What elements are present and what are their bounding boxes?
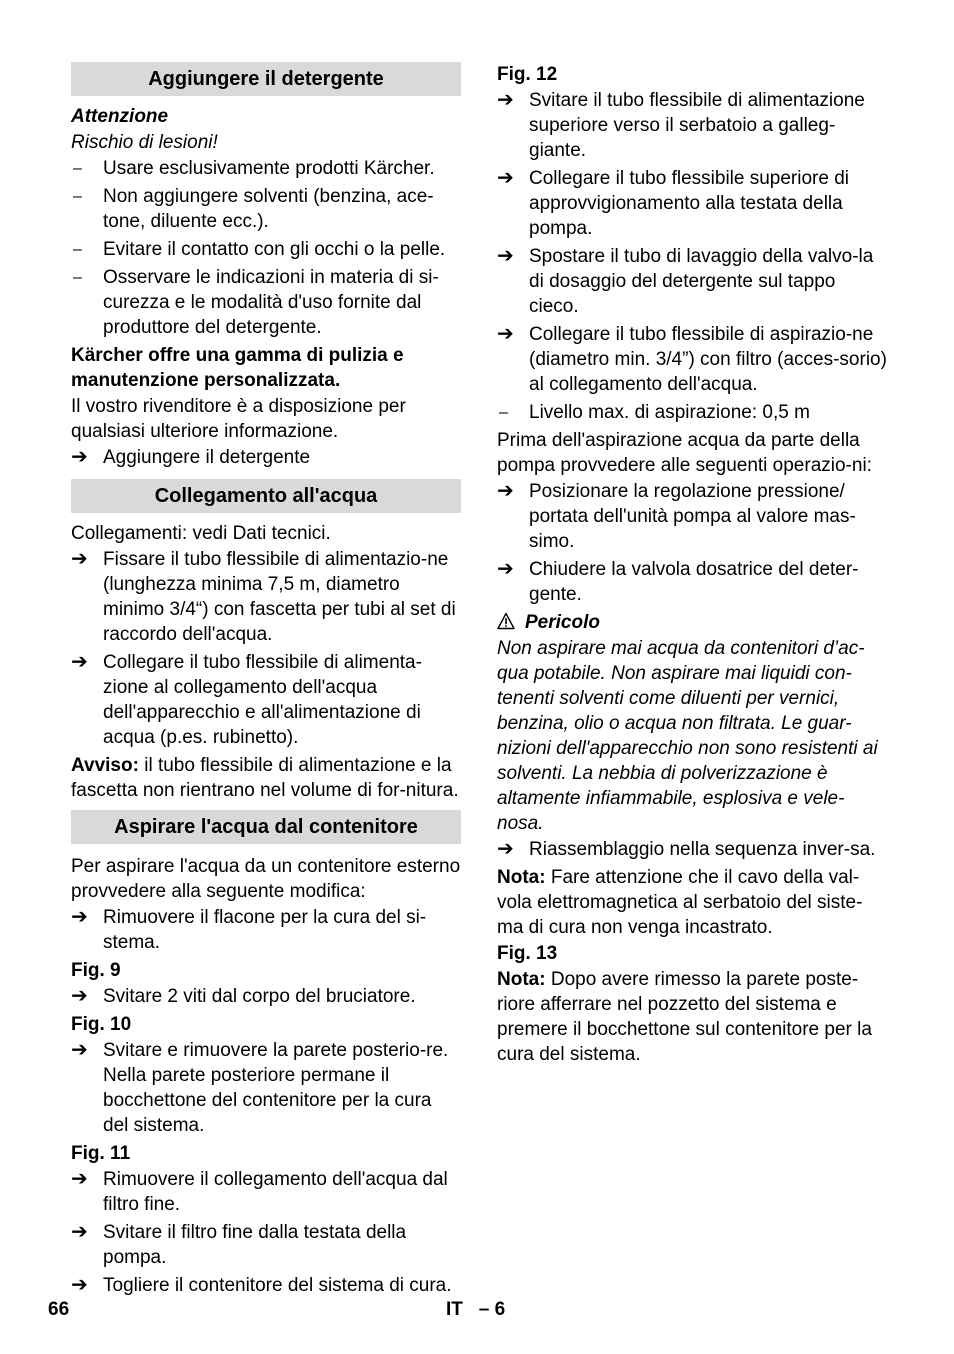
step-item: ➔ Svitare il filtro fine dalla testata della pompa. <box>71 1221 407 1268</box>
dash-marker: – <box>73 160 82 177</box>
figure-ref: Fig. 10 <box>71 1014 132 1035</box>
section-title-add-detergent: Aggiungere il detergente <box>71 62 461 96</box>
step-item: ➔ Svitare il tubo flessibile di alimentazione superiore verso il serbatoio a galleg-giante. <box>497 89 865 161</box>
suction-intro-text: Per aspirare l'acqua da un contenitore esterno provvedere alla seguente modifica: <box>71 856 461 902</box>
attention-label: Attenzione <box>71 106 169 127</box>
nota-label: Nota: <box>497 969 546 990</box>
section-title-suction: Aspirare l'acqua dal contenitore <box>71 810 461 844</box>
step-item: ➔ Chiudere la valvola dosatrice del deter-gente. <box>497 558 859 605</box>
step-item: ➔ Svitare 2 viti dal corpo del bruciatore. <box>71 985 416 1007</box>
step-item: ➔ Togliere il contenitore del sistema di cura. <box>71 1274 452 1296</box>
dealer-text: Il vostro rivenditore è a disposizione per qualsiasi ulteriore informazione. <box>71 396 406 442</box>
danger-heading <box>497 610 887 635</box>
danger-label: Pericolo <box>525 612 600 633</box>
dash-item: – Usare esclusivamente prodotti Kärcher. <box>73 158 435 179</box>
page-number: 66 <box>48 1299 70 1320</box>
arrow-icon: ➔ <box>71 651 88 673</box>
attention-text: Rischio di lesioni! <box>71 132 218 153</box>
danger-text: Non aspirare mai acqua da contenitori d’ac-qua potabile. Non aspirare mai liquidi con-tenenti solventi come diluenti per vernici, benzina, olio o acqua non filtrata. Le guar-nizioni dell'apparecchio non sono resistenti ai solventi. La nebbia di polverizzazione è altamente infiammabile, esplosiva e vele-nosa. <box>497 638 878 834</box>
connections-text: Collegamenti: vedi Dati tecnici. <box>71 523 331 544</box>
warning-triangle-icon <box>497 612 515 630</box>
step-item: ➔ Rimuovere il collegamento dell'acqua dal filtro fine. <box>71 1168 448 1215</box>
nota-label: Nota: <box>497 867 546 888</box>
arrow-icon: ➔ <box>497 480 514 502</box>
dash-marker: – <box>73 269 82 286</box>
before-suction-text: Prima dell'aspirazione acqua da parte della pompa provvedere alle seguenti operazio-ni: <box>497 430 872 476</box>
left-column <box>71 62 461 1301</box>
dash-item: – Osservare le indicazioni in materia di si-curezza e le modalità d'uso fornite dal produttore del detergente. <box>73 267 439 338</box>
step-item: ➔ Riassemblaggio nella sequenza inver-sa. <box>497 838 876 860</box>
dash-marker: – <box>73 188 82 205</box>
arrow-icon: ➔ <box>497 838 514 860</box>
arrow-icon: ➔ <box>71 446 88 468</box>
figure-ref: Fig. 12 <box>497 64 558 85</box>
arrow-icon: ➔ <box>497 89 514 111</box>
language-page-label: IT – 6 <box>446 1299 506 1320</box>
arrow-icon: ➔ <box>71 1039 88 1061</box>
avviso-label: Avviso: <box>71 755 139 776</box>
arrow-icon: ➔ <box>71 1221 88 1243</box>
arrow-icon: ➔ <box>497 167 514 189</box>
figure-ref: Fig. 11 <box>71 1143 131 1164</box>
dash-item: – Evitare il contatto con gli occhi o la pelle. <box>73 239 446 260</box>
karcher-offer-text: Kärcher offre una gamma di pulizia e manutenzione personalizzata. <box>71 345 404 391</box>
nota-paragraph: Nota: Dopo avere rimesso la parete poste-riore afferrare nel pozzetto del sistema e premere il bocchettone sul contenitore per la cura del sistema. <box>497 969 872 1065</box>
right-column <box>497 62 887 1068</box>
arrow-icon: ➔ <box>497 323 514 345</box>
step-item: ➔ Rimuovere il flacone per la cura del si-stema. <box>71 906 427 953</box>
dash-marker: – <box>73 241 82 258</box>
dash-item: – Non aggiungere solventi (benzina, ace-tone, diluente ecc.). <box>73 186 434 232</box>
arrow-icon: ➔ <box>497 245 514 267</box>
nota-paragraph: Nota: Fare attenzione che il cavo della val-vola elettromagnetica al serbatoio del siste-ma di cura non venga incastrato. <box>497 867 863 938</box>
figure-ref: Fig. 9 <box>71 960 121 981</box>
dash-marker: – <box>499 404 508 421</box>
step-item: ➔ Fissare il tubo flessibile di alimentazio-ne (lunghezza minima 7,5 m, diametro minimo 3/4“) con fascetta per tubi al set di raccordo dell'acqua. <box>71 548 456 645</box>
arrow-icon: ➔ <box>71 1274 88 1296</box>
arrow-icon: ➔ <box>71 985 88 1007</box>
step-item: ➔ Posizionare la regolazione pressione/ portata dell'unità pompa al valore mas-simo. <box>497 480 856 552</box>
step-item: ➔ Collegare il tubo flessibile di alimenta-zione al collegamento dell'acqua dell'apparecchio e all'alimentazione di acqua (p.es. rubinetto). <box>71 651 422 748</box>
step-item: ➔ Aggiungere il detergente <box>71 446 311 468</box>
arrow-icon: ➔ <box>71 906 88 928</box>
arrow-icon: ➔ <box>497 558 514 580</box>
section-title-water-connection: Collegamento all'acqua <box>71 479 461 513</box>
avviso-paragraph: Avviso: il tubo flessibile di alimentazione e la fascetta non rientrano nel volume di for-nitura. <box>71 755 459 801</box>
figure-ref: Fig. 13 <box>497 943 558 964</box>
arrow-icon: ➔ <box>71 1168 88 1190</box>
arrow-icon: ➔ <box>71 548 88 570</box>
dash-item: – Livello max. di aspirazione: 0,5 m <box>499 402 810 423</box>
step-item: ➔ Collegare il tubo flessibile di aspirazio-ne (diametro min. 3/4”) con filtro (acces-sorio) al collegamento dell'acqua. <box>497 323 887 395</box>
step-item: ➔ Collegare il tubo flessibile superiore di approvvigionamento alla testata della pompa. <box>497 167 850 239</box>
step-item: ➔ Svitare e rimuovere la parete posterio-re. Nella parete posteriore permane il bocchettone del contenitore per la cura del sistema. <box>71 1039 449 1136</box>
step-item: ➔ Spostare il tubo di lavaggio della valvo-la di dosaggio del detergente sul tappo cieco. <box>497 245 874 317</box>
